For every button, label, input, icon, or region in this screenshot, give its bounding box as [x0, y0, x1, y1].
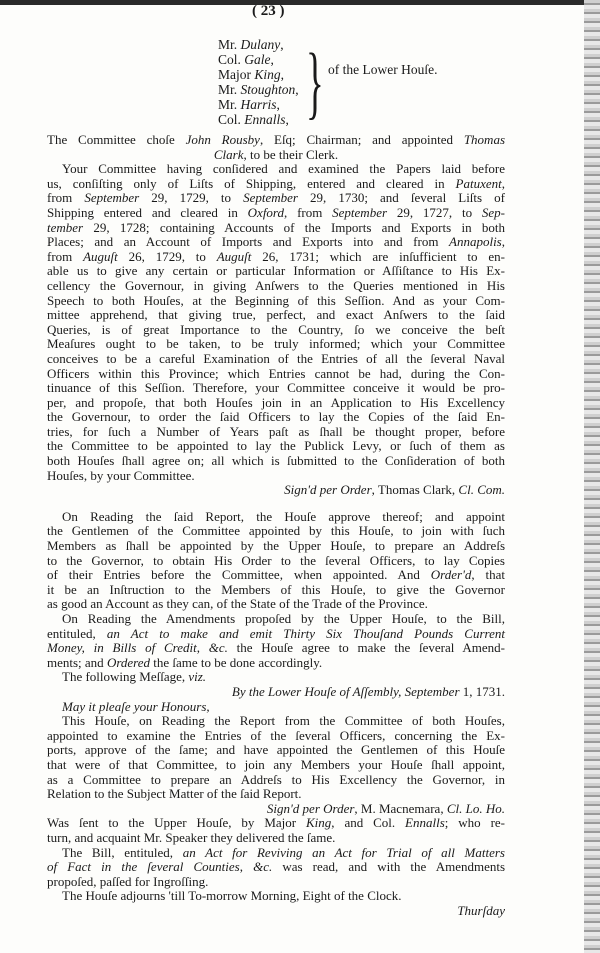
text-run: , M. Macnemara,	[354, 800, 447, 816]
italic-text-run: Ordered	[106, 654, 151, 670]
text-run: ,	[295, 82, 299, 97]
text-line	[47, 787, 505, 802]
text-line	[47, 483, 505, 498]
text-run: from	[47, 190, 85, 206]
italic-text-run: John Rousby	[185, 132, 260, 147]
text-run: Members as ſhall be appointed by the Upper Houſe, to prepare an Addreſs	[47, 538, 505, 554]
text-run: ,	[280, 67, 285, 82]
text-run: tries, for ſuch a Number of Years paſt as ſhall be thought proper, before	[47, 423, 505, 439]
text-line	[47, 294, 505, 309]
italic-text-run: viz.	[188, 669, 207, 685]
italic-text-run: Thomas	[463, 132, 506, 147]
italic-text-run: Order'd	[430, 567, 472, 583]
text-run: The following Meſſage,	[62, 669, 189, 685]
text-line	[47, 670, 505, 685]
text-line	[47, 469, 505, 484]
text-run: to the Governor, to obtain His Order to the ſeveral Officers, to lay Copies	[47, 552, 505, 568]
text-run: appointed to examine the Entries of the ſeveral Officers, concerning the Ex-	[47, 727, 505, 743]
text-run: ; who re-	[444, 815, 506, 831]
text-run: This Houſe, on Reading the Report from the Committee of both Houſes,	[62, 713, 505, 729]
text-run: Places; and an Account of Imports and Exports into and from	[47, 234, 450, 250]
text-run: cellency the Governour, in giving Anſwers to the Queries mentioned in His	[47, 277, 505, 293]
text-line	[47, 627, 505, 642]
text-run: Relation to the Subject Matter of the ſaid Report.	[47, 786, 302, 802]
text-line	[47, 612, 505, 627]
member-name	[218, 97, 299, 112]
text-line	[47, 454, 505, 469]
text-line	[47, 381, 505, 396]
text-run: Mr.	[218, 82, 241, 97]
text-run: ,	[501, 234, 505, 250]
brace-label: of the Lower Houſe.	[328, 62, 438, 77]
text-run: ,	[239, 859, 254, 875]
italic-text-run: Clark	[213, 146, 244, 162]
text-line	[47, 554, 505, 569]
text-run: per, and propoſe, that both Houſes join in an Application to His Excellency	[47, 394, 505, 410]
text-run: the ſame to be done accordingly.	[150, 654, 323, 670]
text-run: us, conſiſting only of Liſts of Shipping, entered and cleared in	[47, 175, 456, 191]
text-run: On Reading the Amendments propoſed by the Upper Houſe, to the Bill,	[62, 611, 505, 626]
italic-text-run: King	[306, 815, 332, 831]
text-run: it be an Inſtruction to the Members of this Houſe, to give the Governor	[47, 581, 505, 597]
text-run: conceives to be a careful Examination of the Entries of all the ſeveral Naval	[47, 350, 505, 366]
text-run: that were of that Committee, to join any Members your Houſe ſhall appoint,	[47, 756, 505, 772]
text-run: entituled,	[47, 625, 107, 641]
text-line	[47, 846, 505, 861]
text-line	[47, 221, 505, 236]
text-run: 1, 1731.	[459, 683, 505, 699]
text-line	[47, 206, 505, 221]
text-line	[47, 714, 505, 729]
text-line	[47, 875, 505, 890]
text-run: ,	[196, 640, 209, 656]
italic-text-run: Ennalls	[405, 815, 445, 831]
text-line	[47, 685, 505, 700]
italic-text-run: Gale	[244, 52, 271, 67]
text-run: , that	[471, 567, 505, 583]
scan-top-edge	[0, 0, 600, 5]
italic-text-run: &c.	[253, 859, 273, 875]
text-run: Was ſent to the Upper Houſe, by Major	[47, 815, 306, 831]
document-body	[47, 133, 505, 918]
text-run: ,	[270, 52, 274, 67]
text-run: Houſes, by your Committee.	[47, 467, 195, 483]
text-line	[47, 352, 505, 367]
text-line	[47, 367, 505, 382]
text-line	[47, 250, 505, 265]
italic-text-run: Cl. Lo. Ho.	[446, 800, 505, 816]
text-line	[47, 439, 505, 454]
text-line	[47, 656, 505, 671]
italic-text-run: September	[84, 190, 140, 206]
italic-text-run: Auguſt	[83, 248, 118, 264]
text-line	[47, 410, 505, 425]
text-line	[47, 743, 505, 758]
text-line	[47, 597, 505, 612]
text-run: was read, and with the Amendments	[272, 859, 506, 875]
italic-text-run: Harris	[240, 97, 277, 112]
text-line	[47, 524, 505, 539]
text-line	[47, 816, 505, 831]
text-run: Col.	[218, 112, 245, 127]
text-run: ,	[285, 112, 289, 127]
text-line	[47, 583, 505, 598]
text-run: the Houſe agree to make the ſeveral Amend-	[227, 640, 506, 656]
text-line	[47, 758, 505, 773]
italic-text-run: Cl. Com.	[458, 482, 505, 498]
text-run: as a Committee to prepare an Addreſs to His Excellency the Governor, in	[47, 771, 505, 787]
text-run: Mr.	[218, 97, 241, 112]
text-run: The Houſe adjourns 'till To-morrow Morning, Eight of the Clock.	[62, 888, 402, 904]
page-number: ( 23 )	[252, 3, 285, 19]
text-line	[47, 904, 505, 919]
text-line	[47, 641, 505, 656]
text-line	[47, 148, 505, 163]
member-name	[218, 37, 299, 52]
text-line	[47, 177, 505, 192]
text-line	[47, 831, 505, 846]
text-run: ,	[501, 175, 505, 191]
text-run: 26, 1731; which are inſufficient to en-	[251, 248, 505, 264]
text-run: , from	[284, 204, 333, 220]
text-line	[47, 323, 505, 338]
text-run: Shipping entered and cleared in	[47, 204, 248, 220]
text-run: the Committee to be appointed to lay the Publick Levy, or ſuch of them as	[47, 438, 505, 454]
text-run: as good an Account as they can, of the State of the Trade of the Province.	[47, 596, 428, 612]
text-line	[47, 860, 505, 875]
text-run: Speech to both Houſes, at the Beginning of this Seſſion. And as your Com-	[47, 292, 505, 308]
italic-text-run: Auguſt	[216, 248, 252, 264]
text-run: from	[47, 248, 84, 264]
text-run: the Governour, to order the ſaid Officers to lay the Copies of the ſaid En-	[47, 409, 505, 425]
member-name	[218, 82, 299, 97]
italic-text-run: September	[243, 190, 298, 206]
italic-text-run: &c.	[208, 640, 228, 656]
italic-text-run: May it pleaſe your Honours,	[62, 698, 210, 714]
brace-icon: }	[306, 36, 324, 127]
text-run: , Thomas Clark,	[371, 482, 459, 498]
text-line	[47, 802, 505, 817]
italic-text-run: Money, in Bills of Credit	[47, 640, 197, 656]
text-line	[47, 235, 505, 250]
text-line	[47, 773, 505, 788]
text-run: turn, and acquaint Mr. Speaker they delivered the ſame.	[47, 829, 336, 845]
text-line	[47, 889, 505, 904]
italic-text-run: Sign'd per Order	[284, 482, 372, 498]
italic-text-run: Ennalls	[244, 112, 286, 127]
text-run: ,	[280, 37, 284, 52]
member-name	[218, 52, 299, 67]
text-run: the Gentlemen of the Committee appointed by this Houſe, to join with ſuch	[47, 523, 505, 539]
member-name	[218, 112, 299, 127]
text-run: ,	[276, 97, 280, 112]
italic-text-run: Annapolis	[449, 234, 502, 250]
text-line	[47, 133, 505, 148]
text-run: Mr.	[218, 37, 241, 52]
scan-binding-edge	[584, 0, 600, 953]
italic-text-run: Dulany	[240, 37, 281, 52]
text-line	[47, 425, 505, 440]
text-run: Queries, is of great Importance to the Country, ſo we conceive the beſt	[47, 321, 505, 337]
italic-text-run: September	[332, 204, 388, 220]
text-run: able us to give any certain or particular Information or Aſſiſtance to His Ex-	[47, 263, 505, 279]
text-line	[47, 308, 505, 323]
italic-text-run: Patuxent	[455, 175, 502, 191]
text-run: tinuance of this Seſſion. Therefore, your Committee conceive it would be pro-	[47, 380, 505, 396]
italic-text-run: Sign'd per Order	[266, 800, 355, 816]
text-run: 29, 1728; containing Accounts of the Imports and Exports in both	[83, 219, 505, 235]
italic-text-run: By the Lower Houſe of Aſſembly, September	[231, 683, 460, 699]
italic-text-run: Thurſday	[457, 902, 505, 918]
italic-text-run: Oxford	[247, 204, 285, 220]
text-line	[47, 337, 505, 352]
text-run: Your Committee having conſidered and examined the Papers laid before	[62, 161, 505, 177]
italic-text-run: Sep-	[481, 204, 505, 220]
text-run: Meaſures ought to be taken, to be truly informed; which your Committee	[47, 336, 505, 352]
italic-text-run: an Act for Reviving an Act for Trial of all Matters	[182, 844, 505, 860]
text-run: of their Entries before the Committee, when appointed. And	[47, 567, 431, 583]
text-line	[47, 568, 505, 583]
italic-text-run: of Fact in the ſeveral Counties	[47, 859, 240, 875]
text-run: 29, 1730; and ſeveral Liſts of	[297, 190, 505, 206]
italic-text-run: King	[254, 67, 281, 82]
text-run: The Bill, entituled,	[62, 844, 183, 860]
text-run: Col.	[218, 52, 245, 67]
text-run: Officers within this Province; which Entries cannot be had, during the Con-	[47, 365, 505, 381]
member-name	[218, 67, 299, 82]
text-line	[47, 264, 505, 279]
text-run: , and Col.	[331, 815, 406, 831]
text-run: ments; and	[47, 654, 107, 670]
text-run: mittee apprehend, that giving true, perfect, and exact Anſwers to the ſaid	[47, 307, 505, 323]
text-line	[47, 729, 505, 744]
text-line	[47, 700, 505, 715]
italic-text-run: Stoughton	[240, 82, 296, 97]
text-line	[47, 396, 505, 411]
text-run: Major	[218, 67, 255, 82]
italic-text-run: tember	[47, 219, 84, 235]
text-run: propoſed, paſſed for Ingroſſing.	[47, 873, 209, 889]
text-run: The Committee choſe	[47, 132, 186, 147]
committee-members-list	[218, 37, 299, 127]
text-line	[47, 162, 505, 177]
text-run: , to be their Clerk.	[243, 146, 339, 162]
text-run: On Reading the ſaid Report, the Houſe approve thereof; and appoint	[62, 508, 505, 524]
text-run: both Houſes ſhall agree on; all which is ſubmitted to the Conſideration of both	[47, 453, 505, 469]
text-run: ports, approve of the ſame; and have appointed the Gentlemen of this Houſe	[47, 742, 505, 758]
text-run: 29, 1727, to	[387, 204, 482, 220]
text-line	[47, 539, 505, 554]
italic-text-run: an Act to make and emit Thirty Six Thouſand Pounds Current	[106, 625, 505, 641]
text-run: , Eſq; Chairman; and appointed	[259, 132, 464, 147]
text-line	[47, 510, 505, 525]
text-line	[47, 279, 505, 294]
text-run: 26, 1729, to	[117, 248, 217, 264]
text-run: 29, 1729, to	[139, 190, 244, 206]
text-line	[47, 191, 505, 206]
